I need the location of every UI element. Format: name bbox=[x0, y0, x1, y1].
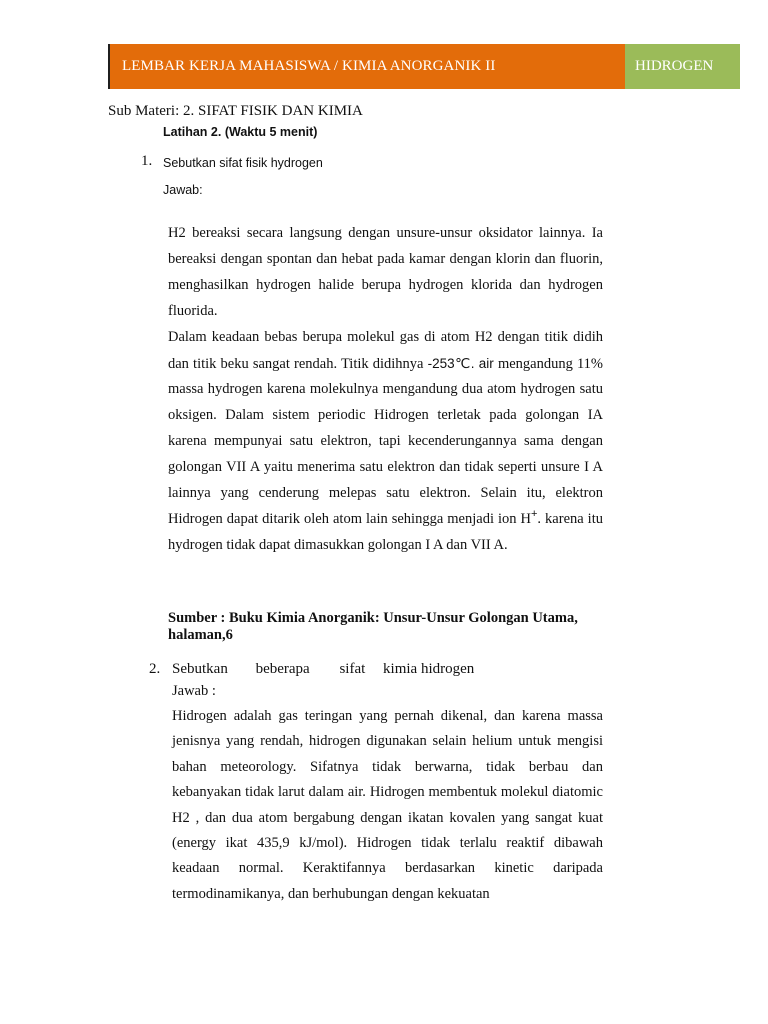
question-1-number: 1. bbox=[141, 153, 153, 169]
answer-1-paragraph-2 bbox=[168, 325, 603, 559]
question-2-answer bbox=[172, 704, 603, 907]
question-2-word: sifat bbox=[339, 661, 366, 677]
answer-1-text-middle: mengandung 11% massa hydrogen karena molekulnya mengandung dua atom hydrogen satu oksigen. Dalam sistem periodic Hidrogen terletak pada golongan IA karena mempunyai satu elektron, tapi kecenderungannya sama dengan golongan VII A yaitu menerima satu elektron dan tidak seperti unsure I A lainnya yang cenderung melepas satu elektron. Selain itu, elektron Hidrogen dapat ditarik oleh atom lain sehingga menjadi ion H bbox=[168, 355, 603, 527]
question-2-answer-label: Jawab : bbox=[172, 683, 216, 699]
question-2-number: 2. bbox=[149, 661, 161, 677]
question-2-word: beberapa bbox=[255, 661, 310, 677]
boiling-point-value: -253℃. air bbox=[427, 355, 494, 371]
question-1-text: Sebutkan sifat fisik hydrogen bbox=[163, 156, 323, 170]
question-1-answer bbox=[168, 221, 603, 559]
header-topic: HIDROGEN bbox=[625, 44, 740, 89]
ion-charge: + bbox=[530, 508, 538, 521]
question-2-text bbox=[172, 661, 474, 678]
worksheet-header bbox=[108, 44, 740, 89]
source-citation: Sumber : Buku Kimia Anorganik: Unsur-Unsur Golongan Utama, halaman,6 bbox=[168, 610, 578, 643]
answer-1-text-end: . karena itu hydrogen tidak dapat dimasukkan golongan I A dan VII A. bbox=[168, 510, 603, 553]
header-title: LEMBAR KERJA MAHASISWA / KIMIA ANORGANIK II bbox=[108, 44, 625, 89]
question-1-answer-label: Jawab: bbox=[163, 183, 203, 197]
question-2-word: kimia hidrogen bbox=[383, 661, 475, 677]
answer-2-paragraph: Hidrogen adalah gas teringan yang pernah dikenal, dan karena massa jenisnya yang rendah, hidrogen digunakan selain helium untuk mengisi bahan meteorology. Sifatnya tidak berwarna, tidak berbau dan kebanyakan tidak larut dalam air. Hidrogen membentuk molekul diatomic H2 , dan dua atom bergabung dengan ikatan kovalen yang sangat kuat (energy ikat 435,9 kJ/mol). Hidrogen tidak terlalu reaktif dibawah keadaan normal. Keraktifannya berdasarkan kinetic daripada termodinamikanya, dan berhubungan dengan kekuatan bbox=[172, 708, 603, 902]
question-2-word: Sebutkan bbox=[172, 661, 228, 677]
exercise-title: Latihan 2. (Waktu 5 menit) bbox=[163, 125, 318, 139]
sub-materi-heading: Sub Materi: 2. SIFAT FISIK DAN KIMIA bbox=[108, 103, 363, 119]
answer-1-text-before-temp: Dalam keadaan bebas berupa molekul gas di atom H2 dengan titik didih dan titik beku sangat rendah. Titik didihnya bbox=[168, 328, 603, 372]
answer-1-paragraph-1: H2 bereaksi secara langsung dengan unsure-unsur oksidator lainnya. Ia bereaksi dengan spontan dan hebat pada kamar dengan klorin dan fluorin, menghasilkan hydrogen halide berupa hydrogen klorida dan hydrogen fluorida. bbox=[168, 225, 603, 319]
